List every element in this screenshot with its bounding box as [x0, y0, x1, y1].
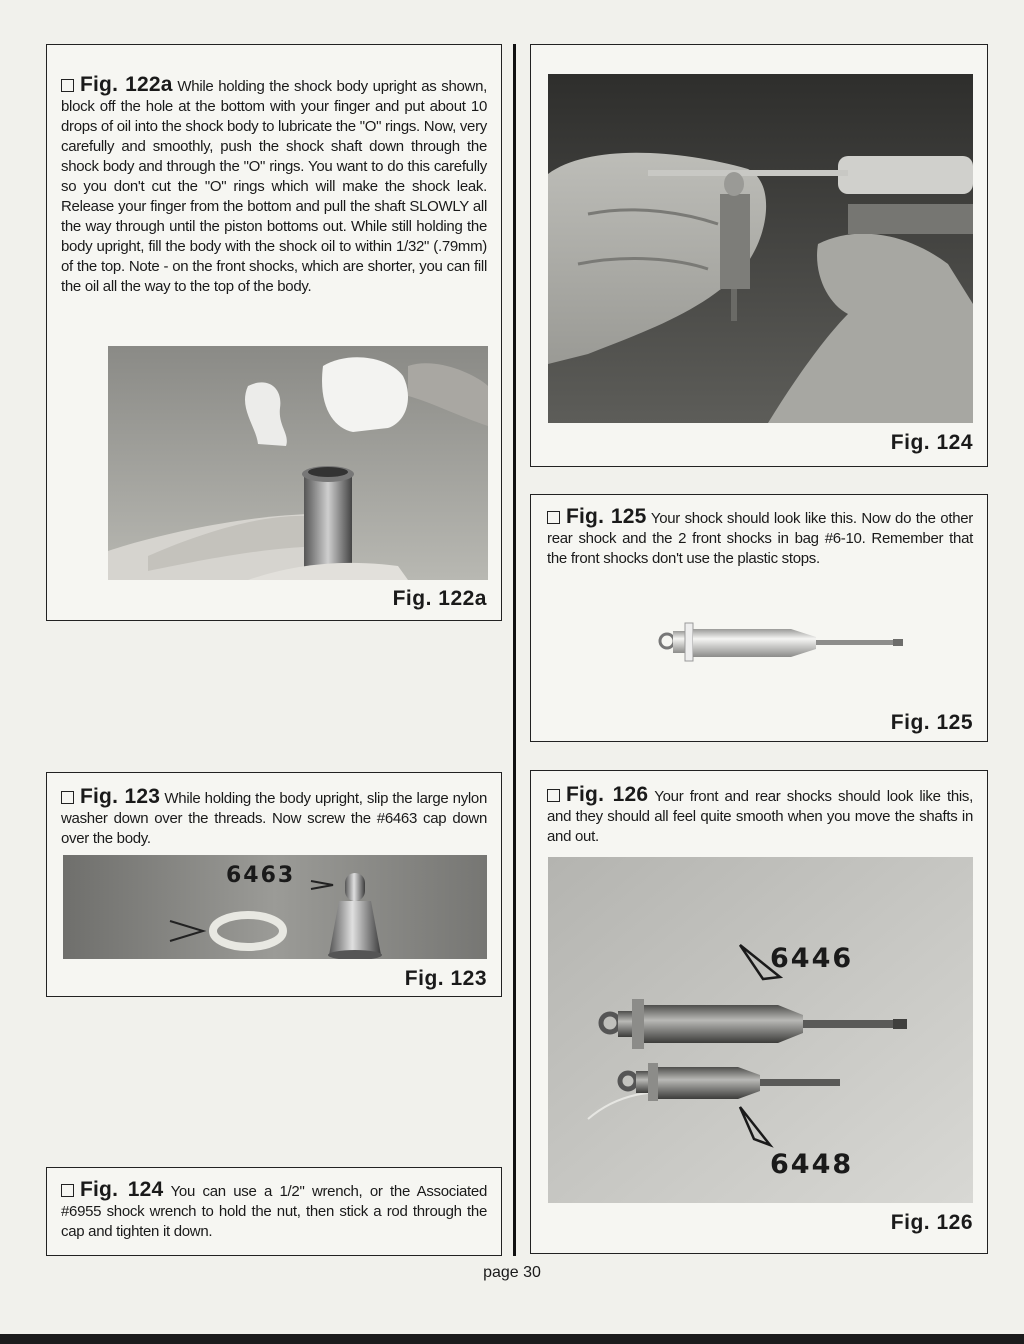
fig-122a-caption: Fig. 122a — [392, 587, 487, 610]
fig-125-text-block — [547, 507, 973, 569]
fig-125-shock-image — [651, 617, 911, 671]
fig-126-text-block — [547, 785, 973, 847]
part-number-6448: 6448 — [770, 1149, 854, 1180]
fig-124-text-box — [46, 1167, 502, 1256]
fig-126-caption: Fig. 126 — [890, 1211, 973, 1234]
fig-125-heading: Fig. 125 — [566, 505, 647, 528]
fig-122a-box — [46, 44, 502, 621]
fig-124-photo-box — [530, 44, 988, 467]
fig-124-text-block — [61, 1180, 487, 1242]
page-number: page 30 — [483, 1264, 541, 1281]
fig-126-heading: Fig. 126 — [566, 783, 649, 806]
fig-125-box — [530, 494, 988, 742]
part-number-6463: 6463 — [226, 863, 296, 888]
column-divider — [513, 44, 516, 1256]
part-number-6446: 6446 — [770, 943, 854, 974]
fig-125-caption: Fig. 125 — [890, 711, 973, 734]
fig-125-instructions: Your shock should look like this. Now do the other rear shock and the 2 front shocks in bag #6-10. Remember that the front shocks don't use the plastic stops. — [547, 510, 973, 567]
fig-123-heading: Fig. 123 — [80, 785, 161, 808]
fig-124-instructions: You can use a 1/2" wrench, or the Associated #6955 shock wrench to hold the nut, then stick a rod through the cap and tighten it down. — [61, 1183, 487, 1240]
checkbox-icon[interactable] — [61, 791, 74, 804]
fig-126-box — [530, 770, 988, 1254]
fig-124-caption: Fig. 124 — [890, 431, 973, 454]
fig-126-instructions: Your front and rear shocks should look like this, and they should all feel quite smooth when you move the shafts in and out. — [547, 788, 973, 845]
fig-124-photo — [548, 74, 973, 423]
checkbox-icon[interactable] — [547, 511, 560, 524]
fig-124-heading: Fig. 124 — [80, 1178, 164, 1201]
checkbox-icon[interactable] — [547, 789, 560, 802]
fig-123-caption: Fig. 123 — [404, 967, 487, 990]
fig-126-photo — [548, 857, 973, 1203]
fig-122a-instructions: While holding the shock body upright as shown, block off the hole at the bottom with your finger and put about 10 drops of oil into the shock body to lubricate the "O" rings. Now, very carefully and smoothly, push the shock shaft down through the shock body and through the "O" rings. You want to do this carefully so you don't cut the "O" rings which will make the shock leak. Release your finger from the bottom and pull the shaft SLOWLY all the way through until the piston bottoms out. While still holding the body upright, fill the body with the shock oil to within 1/32" (.79mm) of the top. Note - on the front shocks, which are shorter, you can fill the oil all the way to the top of the body. — [61, 78, 487, 295]
checkbox-icon[interactable] — [61, 79, 74, 92]
fig-123-text-block — [61, 787, 487, 849]
fig-123-instructions: While holding the body upright, slip the large nylon washer down over the threads. Now screw the #6463 cap down over the body. — [61, 790, 488, 847]
fig-122a-heading: Fig. 122a — [80, 73, 173, 96]
fig-123-box — [46, 772, 502, 997]
page-bottom-edge — [0, 1334, 1024, 1344]
fig-122a-photo — [108, 346, 488, 580]
fig-122a-text-block — [61, 75, 487, 297]
fig-123-photo — [63, 855, 487, 959]
checkbox-icon[interactable] — [61, 1184, 74, 1197]
